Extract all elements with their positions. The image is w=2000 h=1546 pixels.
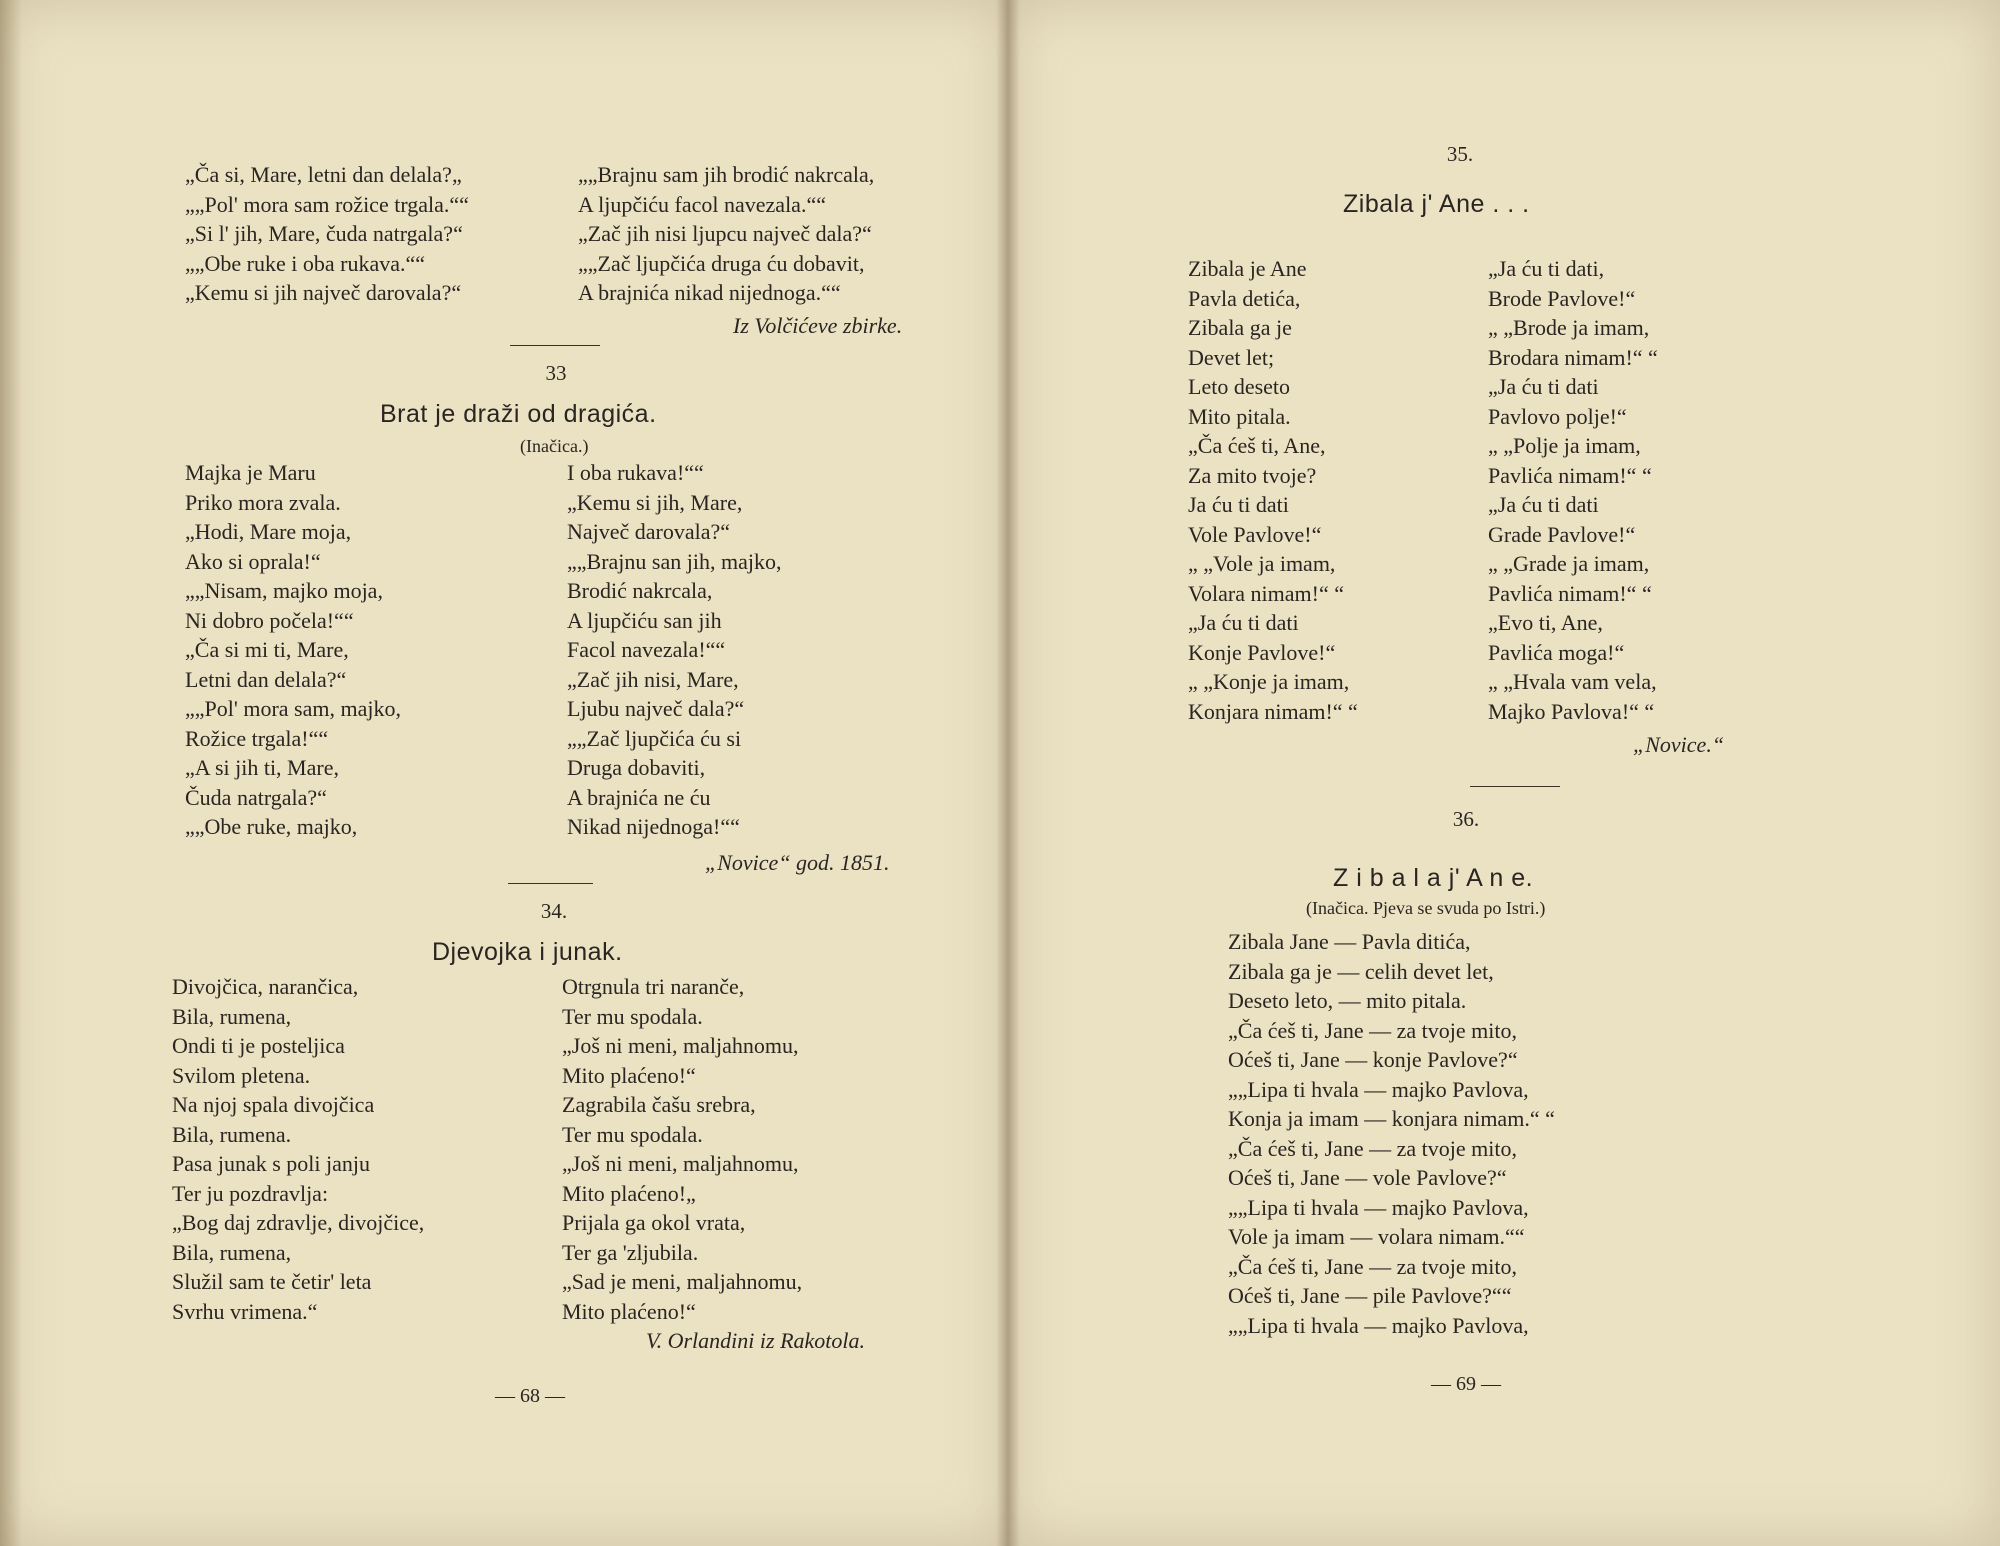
verse-line: I oba rukava!““ — [567, 460, 704, 485]
verse-line: Rožice trgala!““ — [185, 725, 329, 751]
poem35-source: „Novice.“ — [1633, 732, 1725, 757]
verse-line: „Bog daj zdravlje, divojčice, — [172, 1210, 425, 1235]
poem32-column-1 — [185, 160, 469, 308]
verse-line: Največ darovala?“ — [567, 519, 731, 544]
poem36-verse — [1228, 927, 1555, 1340]
poem35-title: Zibala j' Ane . . . — [1343, 190, 1530, 218]
verse-line: Ljubu največ dala?“ — [567, 696, 745, 721]
verse-line: Vole Pavlove!“ — [1188, 521, 1322, 547]
verse-line: „A si jih ti, Mare, — [185, 755, 339, 780]
verse-line: A brajnića nikad nijednoga.““ — [578, 280, 841, 305]
page-edge-shadow — [0, 0, 22, 1546]
poem33-number: 33 — [545, 361, 567, 385]
verse-line: „Zač jih nisi, Mare, — [567, 666, 739, 692]
verse-line: Priko mora zvala. — [185, 489, 341, 515]
verse-line: Pavlića nimam!“ “ — [1488, 580, 1652, 606]
verse-line: „Još ni meni, maljahnomu, — [562, 1151, 799, 1176]
verse-line: Mito plaćeno!„ — [562, 1180, 696, 1206]
verse-line: Devet let; — [1188, 344, 1275, 370]
verse-line: Oćeš ti, Jane — pile Pavlove?““ — [1228, 1283, 1512, 1308]
verse-line: Pavla detića, — [1188, 285, 1301, 311]
page-number: — 68 — — [495, 1385, 565, 1407]
verse-line: Konja ja imam — konjara nimam.“ “ — [1228, 1106, 1555, 1131]
verse-line: „Ja ću ti dati — [1488, 492, 1599, 517]
verse-line: „Kemu si jih največ darovala?“ — [185, 280, 462, 305]
verse-line: Leto deseto — [1188, 374, 1291, 399]
verse-line: Nikad nijednoga!““ — [567, 814, 740, 839]
verse-line: „Ča ćeš ti, Ane, — [1188, 433, 1326, 458]
poem34-column-1 — [172, 972, 424, 1326]
verse-line: Zibala Jane — Pavla ditića, — [1228, 929, 1471, 954]
verse-line: „„Nisam, majko moja, — [185, 578, 383, 603]
verse-line: Zibala ga je — celih devet let, — [1228, 958, 1494, 984]
poem34-number: 34. — [540, 899, 568, 923]
verse-line: „ „Brode ja imam, — [1488, 315, 1650, 340]
verse-line: Zibala je Ane — [1188, 256, 1307, 281]
verse-line: „Zač jih nisi ljupcu največ dala?“ — [578, 221, 872, 246]
verse-line: „„Pol' mora sam, majko, — [185, 696, 401, 721]
verse-line: Mito plaćeno!“ — [562, 1062, 696, 1088]
verse-line: „Ja ću ti dati — [1488, 374, 1599, 399]
poem33-column-2 — [567, 458, 781, 842]
verse-line: „Ja ću ti dati, — [1488, 256, 1605, 281]
verse-line: „ „Polje ja imam, — [1488, 433, 1641, 458]
verse-line: Brodara nimam!“ “ — [1488, 344, 1658, 370]
verse-line: „„Brajnu san jih, majko, — [567, 548, 782, 574]
verse-line: Grade Pavlove!“ — [1488, 521, 1636, 547]
verse-line: „Ča ćeš ti, Jane — za tvoje mito, — [1228, 1135, 1517, 1161]
verse-line: „ „Hvala vam vela, — [1488, 669, 1657, 694]
verse-line: Pavlića moga!“ — [1488, 639, 1625, 665]
verse-line: „Ča si, Mare, letni dan delala?„ — [185, 162, 462, 187]
divider-rule — [510, 345, 600, 346]
verse-line: „Ča ćeš ti, Jane — za tvoje mito, — [1228, 1017, 1517, 1043]
verse-line: „„Pol' mora sam rožice trgala.““ — [185, 191, 469, 217]
verse-line: „Hodi, Mare moja, — [185, 519, 352, 544]
verse-line: Ondi ti je posteljica — [172, 1033, 345, 1058]
verse-line: Majko Pavlova!“ “ — [1488, 698, 1655, 724]
verse-line: „„Obe ruke, majko, — [185, 814, 358, 839]
book-spine — [996, 0, 1020, 1546]
verse-line: „„Obe ruke i oba rukava.““ — [185, 250, 426, 276]
verse-line: Za mito tvoje? — [1188, 462, 1317, 488]
poem33-column-1 — [185, 458, 401, 842]
verse-line: Deseto leto, — mito pitala. — [1228, 988, 1467, 1013]
verse-line: Pavlića nimam!“ “ — [1488, 462, 1652, 488]
verse-line: Vole ja imam — volara nimam.““ — [1228, 1224, 1525, 1249]
verse-line: Letni dan delala?“ — [185, 666, 347, 692]
poem36-number: 36. — [1452, 807, 1480, 831]
verse-line: Prijala ga okol vrata, — [562, 1210, 746, 1235]
verse-line: „Ča si mi ti, Mare, — [185, 637, 349, 662]
verse-line: A ljupčiću facol navezala.““ — [578, 191, 826, 217]
verse-line: Ter ga 'zljubila. — [562, 1239, 699, 1265]
divider-rule — [1470, 786, 1560, 787]
verse-line: „Ča ćeš ti, Jane — za tvoje mito, — [1228, 1253, 1517, 1279]
verse-line: Volara nimam!“ “ — [1188, 580, 1344, 606]
verse-line: Čuda natrgala?“ — [185, 784, 327, 810]
poem32-column-2 — [578, 160, 874, 308]
verse-line: „„Lipa ti hvala — majko Pavlova, — [1228, 1194, 1529, 1220]
verse-line: Brode Pavlove!“ — [1488, 285, 1636, 311]
verse-line: „Sad je meni, maljahnomu, — [562, 1269, 803, 1294]
verse-line: „ „Grade ja imam, — [1488, 551, 1650, 576]
verse-line: Pasa junak s poli janju — [172, 1151, 370, 1176]
verse-line: Mito plaćeno!“ — [562, 1298, 696, 1324]
poem36-subtitle: (Inačica. Pjeva se svuda po Istri.) — [1306, 898, 1546, 918]
verse-line: Divojčica, narančica, — [172, 974, 359, 999]
right-page — [1008, 0, 2000, 1546]
divider-rule — [508, 883, 593, 884]
verse-line: A ljupčiću san jih — [567, 607, 722, 633]
page-number: — 69 — — [1431, 1373, 1501, 1395]
verse-line: „Evo ti, Ane, — [1488, 610, 1603, 635]
verse-line: Druga dobaviti, — [567, 755, 706, 780]
verse-line: Majka je Maru — [185, 460, 316, 485]
poem35-number: 35. — [1446, 142, 1474, 166]
verse-line: Bila, rumena, — [172, 1003, 292, 1029]
verse-line: Ni dobro počela!““ — [185, 607, 354, 633]
verse-line: Zibala ga je — [1188, 315, 1292, 340]
verse-line: Oćeš ti, Jane — konje Pavlove?“ — [1228, 1047, 1518, 1072]
verse-line: „ „Konje ja imam, — [1188, 669, 1350, 694]
verse-line: „„Lipa ti hvala — majko Pavlova, — [1228, 1312, 1529, 1338]
verse-line: Ako si oprala!“ — [185, 548, 321, 574]
verse-line: Bila, rumena. — [172, 1121, 292, 1147]
verse-line: Ter ju pozdravlja: — [172, 1180, 329, 1206]
poem34-source: V. Orlandini iz Rakotola. — [646, 1328, 865, 1353]
verse-line: „„Zač ljupčića druga ću dobavit, — [578, 250, 865, 276]
poem35-column-1 — [1188, 254, 1358, 726]
verse-line: „„Brajnu sam jih brodić nakrcala, — [578, 162, 875, 187]
verse-line: „Ja ću ti dati — [1188, 610, 1299, 635]
poem32-source: Iz Volčićeve zbirke. — [733, 313, 903, 338]
verse-line: „Kemu si jih, Mare, — [567, 489, 743, 515]
verse-line: Oćeš ti, Jane — vole Pavlove?“ — [1228, 1165, 1507, 1190]
verse-line: Konjara nimam!“ “ — [1188, 698, 1358, 724]
verse-line: „„Lipa ti hvala — majko Pavlova, — [1228, 1076, 1529, 1102]
verse-line: Zagrabila čašu srebra, — [562, 1092, 756, 1117]
verse-line: A brajnića ne ću — [567, 784, 711, 810]
poem34-title: Djevojka i junak. — [432, 938, 623, 966]
verse-line: „Još ni meni, maljahnomu, — [562, 1033, 799, 1058]
poem33-subtitle: (Inačica.) — [520, 436, 589, 456]
verse-line: „ „Vole ja imam, — [1188, 551, 1336, 576]
verse-line: Ter mu spodala. — [562, 1121, 703, 1147]
verse-line: Na njoj spala divojčica — [172, 1092, 375, 1117]
verse-line: Ter mu spodala. — [562, 1003, 703, 1029]
poem33-title: Brat je draži od dragića. — [380, 400, 657, 428]
poem33-source: „Novice“ god. 1851. — [705, 850, 890, 875]
verse-line: „Si l' jih, Mare, čuda natrgala?“ — [185, 221, 463, 246]
verse-line: Svilom pletena. — [172, 1062, 311, 1088]
verse-line: Facol navezala!““ — [567, 637, 726, 662]
verse-line: „„Zač ljupčića ću si — [567, 725, 742, 751]
verse-line: Svrhu vrimena.“ — [172, 1298, 318, 1324]
verse-line: Konje Pavlove!“ — [1188, 639, 1336, 665]
verse-line: Pavlovo polje!“ — [1488, 403, 1627, 429]
poem36-title: Z i b a l a j' A n e. — [1333, 864, 1534, 892]
verse-line: Bila, rumena, — [172, 1239, 292, 1265]
verse-line: Služil sam te četir' leta — [172, 1269, 372, 1294]
poem34-column-2 — [562, 972, 802, 1326]
verse-line: Otrgnula tri naranče, — [562, 974, 745, 999]
verse-line: Mito pitala. — [1188, 403, 1291, 429]
verse-line: Brodić nakrcala, — [567, 578, 713, 603]
poem35-column-2 — [1488, 254, 1658, 726]
verse-line: Ja ću ti dati — [1188, 492, 1289, 517]
